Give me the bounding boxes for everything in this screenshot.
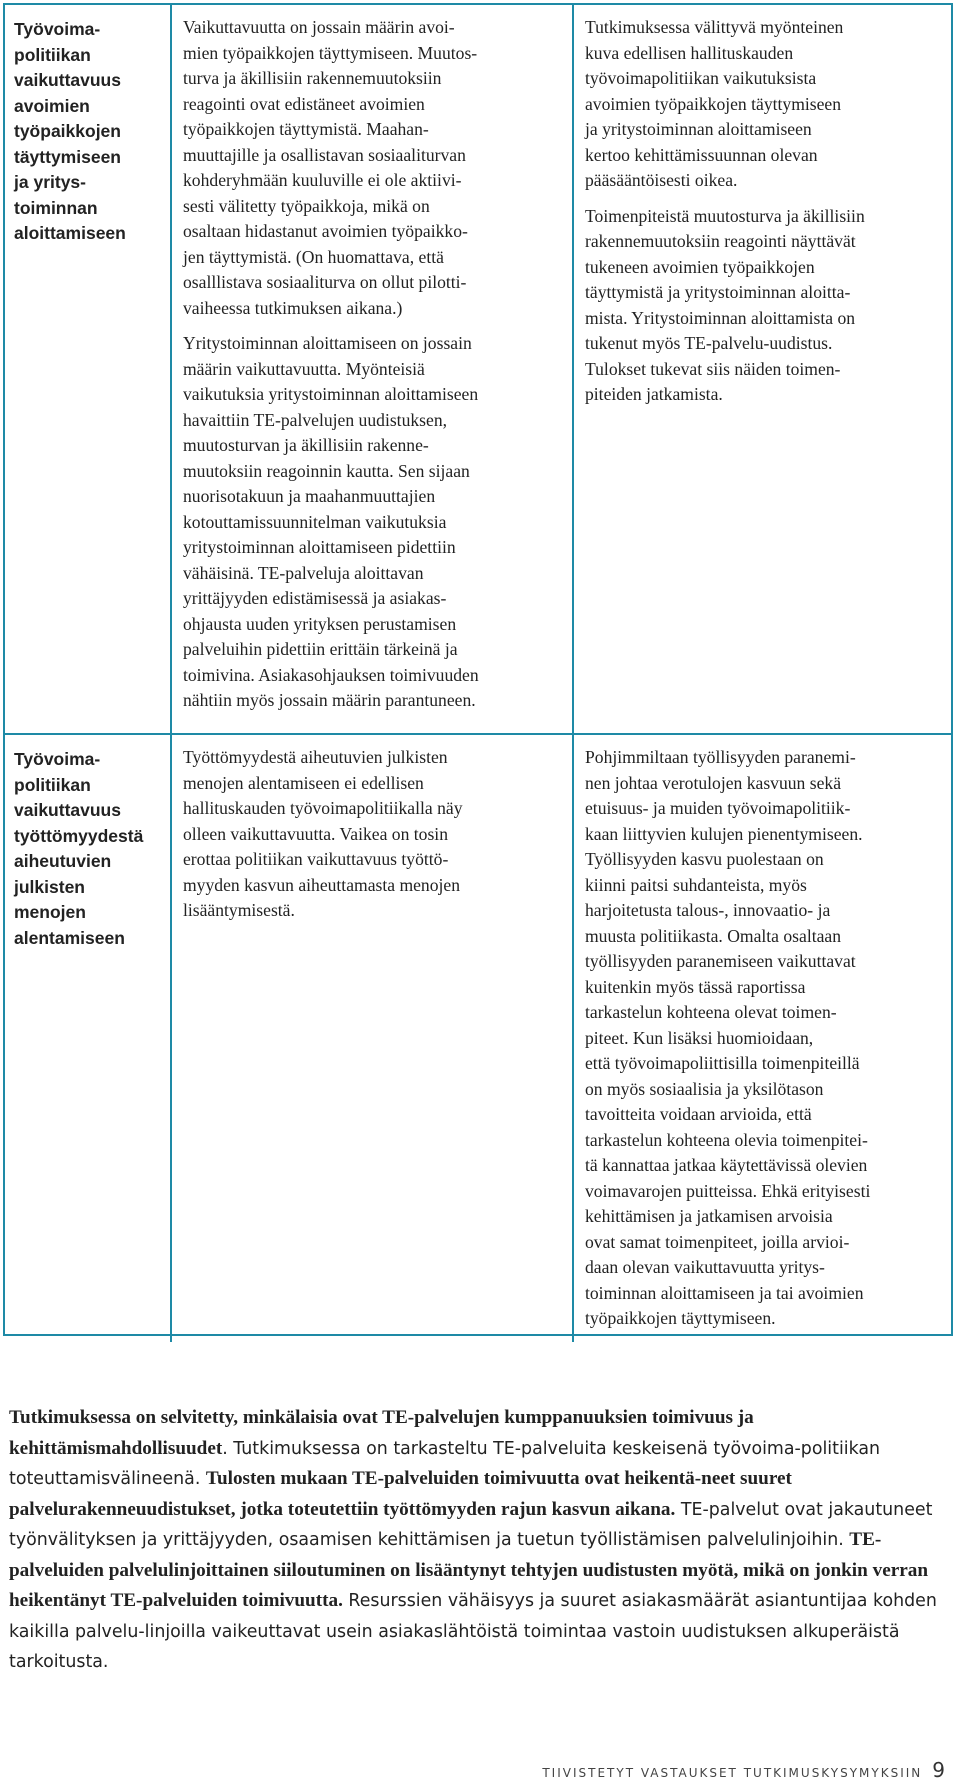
row2-conclusions-paragraph-1: Pohjimmiltaan työllisyyden paranemi- nen johtaa verotulojen kasvuun sekä etuisuus- ja muiden työvoimapolitiik- kaan liittyvien kulujen pienentymiseen. Työllisyyden kasvu puolestaan on kiinni paitsi suhdanteista, myös harjoitetusta talous-, innovaatio- ja muusta politiikasta. Omalta osaltaan työllisyyden paranemiseen vaikuttavat kuitenkin myös tässä raportissa tarkastelun kohteena olevat toimen- piteet. Kun lisäksi huomioidaan, että työvoimapoliittisilla toimenpiteillä on myös sosiaalisia ja yksilötason tavoitteita voidaan arvioida, että tarkastelun kohteena olevia toimenpitei- tä kannattaa jatkaa käytettävissä olevien voimavarojen puitteissa. Ehkä erityisesti kehittämisen ja jatkamisen arvoisia ovat samat toimenpiteet, joilla arvioi- daan olevan vaikuttavuutta yritys- toiminnan aloittamiseen ja tai avoimien työpaikkojen täyttymiseen. — [585, 747, 871, 1328]
summary-bold-3: TE-palveluiden palvelulinjoittainen siiloutuminen on lisääntynyt tehtyjen uudistusten myötä, mikä on jonkin verran heikentänyt TE-palveluiden toimivuutta. — [9, 1529, 929, 1611]
row1-findings-paragraph-2: Yritystoiminnan aloittamiseen on jossain määrin vaikuttavuutta. Myönteisiä vaikutuksia yritystoiminnan aloittamiseen havaittiin TE-palvelujen uudistuksen, muutosturvan ja äkillisiin rakenne- muutoksiin reagoinnin kautta. Sen sijaan nuorisotakuun ja maahanmuuttajien kotouttamissuunnitelman vaikutuksia yritystoiminnan aloittamiseen pidettiin vähäisinä. TE-palveluja aloittavan yrittäjyyden edistämisessä ja asiakas- ohjausta uuden yrityksen perustamisen palveluihin pidettiin erittäin tärkeinä ja toimivina. Asiakasohjauksen toimivuuden nähtiin myös jossain määrin parantuneen. — [183, 333, 479, 710]
row2-findings-cell — [172, 735, 574, 1342]
row1-findings-paragraph-1: Vaikuttavuutta on jossain määrin avoi- mien työpaikkojen täyttymiseen. Muutos- turva ja äkillisiin rakennemuutoksiin reagointi ovat edistäneet avoimien työpaikkojen täyttymistä. Maahan- muuttajille ja osallistavan sosiaaliturvan kohderyhmään kuuluville ei ole aktiivi- sesti välitetty työpaikkoja, mikä on osaltaan hidastanut avoimien työpaikko- jen täyttymistä. (On huomattava, että osalllistava sosiaaliturva on ollut pilotti- vaiheessa tutkimuksen aikana.) — [183, 17, 478, 318]
summary-text-2: TE-palvelut ovat jakautuneet työnvälityksen ja yrittäjyyden, osaamisen kehittämisen ja tuetun työllistämisen palvelulinjoihin. — [9, 1499, 933, 1550]
row2-conclusions-cell — [574, 735, 951, 1342]
summary-text-3: Resurssien vähäisyys ja suuret asiakasmäärät asiantuntijaa kohden kaikilla palvelu-linjoilla vaikeuttavat usein asiakaslähtöistä toimintaa vastoin uudistuksen alkuperäistä tarkoitusta. — [9, 1591, 937, 1672]
page-number: 9 — [932, 1758, 945, 1782]
row1-findings-cell — [172, 5, 574, 735]
footer-section-title: TIIVISTETYT VASTAUKSET TUTKIMUSKYSYMYKSIIN — [542, 1766, 923, 1780]
row1-conclusions-paragraph-2: Toimenpiteistä muutosturva ja äkillisiin rakennemuutoksiin reagointi näyttävät tukeneen avoimien työpaikkojen täyttymistä ja yritystoiminnan aloitta- mista. Yritystoiminnan aloittamista on tukenut myös TE-palvelu-uudistus. Tulokset tukevat siis näiden toimen- piteiden jatkamista. — [585, 205, 865, 404]
row1-conclusions-paragraph-1: Tutkimuksessa välittyvä myönteinen kuva edellisen hallituskauden työvoimapolitiikan vaikutuksista avoimien työpaikkojen täyttymiseen ja yritystoiminnan aloittamiseen kertoo kehittämissuunnan olevan pääsääntöisesti oikea. — [585, 17, 844, 190]
row2-label-cell — [5, 735, 172, 1342]
row1-conclusions-cell — [574, 5, 951, 735]
summary-bold-2: Tulosten mukaan TE-palveluiden toimivuutta ovat heikentä-neet suuret palvelurakenneuudistukset, jotka toteutettiin työttömyyden rajun kasvun aikana. — [9, 1468, 792, 1520]
summary-paragraph — [9, 1403, 949, 1678]
summary-bold-1: Tutkimuksessa on selvitetty, minkälaisia ovat TE-palvelujen kumppanuuksien toimivuus ja kehittämismahdollisuudet — [9, 1407, 754, 1459]
row1-label: Työvoima- politiikan vaikuttavuus avoimien työpaikkojen täyttymiseen ja yritys- toiminnan aloittamiseen — [14, 19, 126, 243]
row2-label: Työvoima- politiikan vaikuttavuus työttömyydestä aiheutuvien julkisten menojen alentamiseen — [14, 749, 144, 948]
row2-findings-paragraph-1: Työttömyydestä aiheutuvien julkisten menojen alentamiseen ei edellisen hallituskauden työvoimapolitiikalla näy olleen vaikuttavuutta. Vaikea on tosin erottaa politiikan vaikuttavuus työttö- myyden kasvun aiheuttamasta menojen lisääntymisestä. — [183, 747, 463, 920]
summary-text-1: . Tutkimuksessa on tarkasteltu TE-palveluita keskeisenä työvoima-politiikan toteuttamisvälineenä. — [9, 1438, 881, 1489]
findings-table — [3, 3, 953, 1336]
page-footer — [542, 1758, 945, 1782]
row1-label-cell — [5, 5, 172, 735]
